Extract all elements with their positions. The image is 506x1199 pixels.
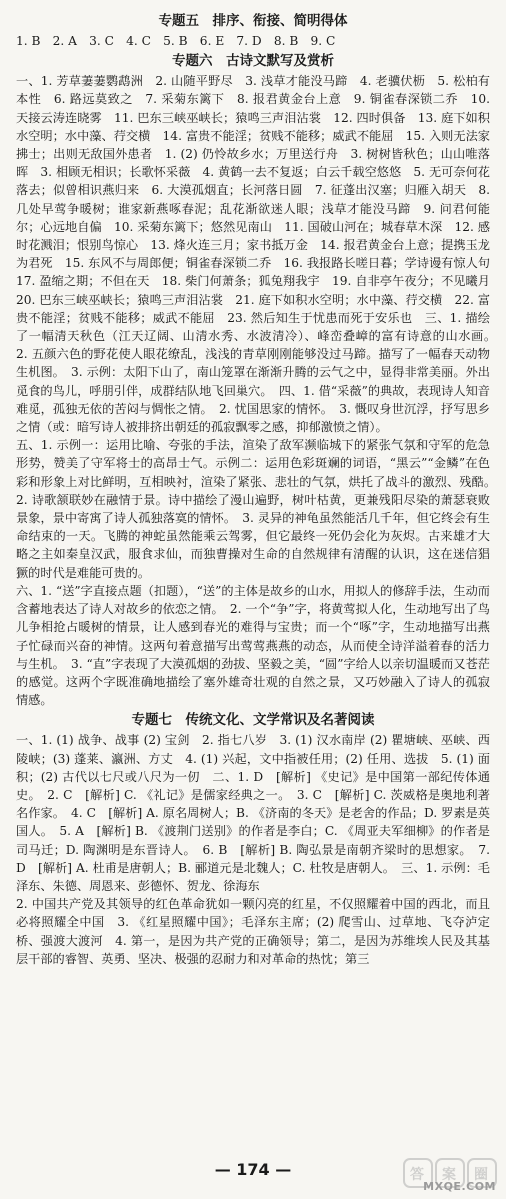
section-5-answers: 1. B 2. A 3. C 4. C 5. B 6. E 7. D 8. B 9. C xyxy=(16,34,336,48)
section-6-paragraph-3: 六、1. “送”字直接点题（扣题），“送”的主体是故乡的山水，用拟人的修辞手法，生动而含蓄地表达了诗人对故乡的依恋之情。 2. 一个“争”字，将黄莺拟人化，生动地写出了鸟儿争相抢占暖树的情景，让人感到春光的难得与宝贵；而一个“啄”字，生动地描写出燕子忙碌而兴奋的神情。这两句着意描写出莺莺燕燕的动态，从而使全诗洋溢着春的活力与生机。 3. “直”字表现了大漠孤烟的劲拔、坚毅之美，“圆”字给人以亲切温暖而又苍茫的感觉。这两个字既准确地描绘了塞外雄奇壮观的自然之景，又巧妙融入了诗人的孤寂情感。 xyxy=(16,583,490,708)
svg-text:圈: 圈 xyxy=(474,1167,488,1183)
section-6-paragraph-2: 五、1. 示例一：运用比喻、夸张的手法，渲染了敌军濒临城下的紧张气氛和守军的危急形势，赞美了守军将士的高昂士气。示例二：运用色彩斑斓的词语，“黑云”“金鳞”在色彩和形象上对比鲜明，互相映衬，渲染了紧张、悲壮的气氛，烘托了战斗的激烈、残酷。 2. 诗歌颔联妙在融情于景。诗中描绘了漫山遍野，树叶枯黄，更兼残阳尽染的萧瑟衰败景象，景中寄寓了诗人孤独落寞的情怀。 3. 灵异的神龟虽然能活几千年，但它终会有生命结束的一天。飞腾的神蛇虽然能乘云驾雾，但它最终一死仍会化为灰烬。古来雄才大略之主如秦皇汉武，服食求仙，而独曹操对生命的自然规律有清醒的认识，这在迷信猖獗的时代是难能可贵的。 xyxy=(16,438,503,580)
watermark-text: MXQE.COM xyxy=(423,1180,496,1193)
section-7-paragraph-1: 一、1. (1) 战争、战事 (2) 宝剑 2. 指七八岁 3. (1) 汉水南岸 (2) 瞿塘峡、巫峡、西陵峡；(3) 蓬莱、瀛洲、方丈 4. (1) 兴起，文中指被任用；(2) 任用、选拔 5. (1) 面积；(2) 古代以七尺或八尺为一仞 二、1. D [解析] 《史记》是中国第一部纪传体通史。 2. C [解析] C. 《礼记》是儒家经典之一。 3. C [解析] C. 茨威格是奥地利著名作家。 4. C [解析] A. 原名周树人；B. 《济南的冬天》是老舍的作品；D. 罗素是英国人。 5. A [解析] B. 《渡荆门送别》的作者是李白；C. 《周亚夫军细柳》的作者是司马迁；D. 陶渊明是东晋诗人。 6. B [解析] B. 陶弘景是南朝齐梁时的思想家。 7. D [解析] A. 杜甫是唐朝人；B. 郦道元是北魏人；C. 杜牧是唐朝人。 三、1. 示例：毛泽东、朱德、周恩来、彭德怀、贺龙、徐海东 xyxy=(16,733,490,893)
section-6-paragraph-1: 一、1. 芳草萋萋鹦鹉洲 2. 山随平野尽 3. 浅草才能没马蹄 4. 老骥伏枥 5. 松柏有本性 6. 路远莫致之 7. 采菊东篱下 8. 报君黄金台上意 9. 铜雀春深锁二乔 10. 天接云涛连晓雾 11. 巴东三峡巫峡长；猿鸣三声泪沾裳 12. 四时俱备 13. 庭下如积水空明；水中藻、荇交横 14. 富贵不能淫；贫贱不能移；威武不能屈 15. 入则无法家拂士；出则无敌国外患者 1. (2) 仍怜故乡水；万里送行舟 3. 树树皆秋色；山山唯落晖 3. 相顾无相识；长歌怀采薇 4. 黄鹤一去不复返；白云千载空悠悠 5. 无可奈何花落去；似曾相识燕归来 6. 大漠孤烟直；长河落日圆 7. 征蓬出汉塞；归雁入胡天 8. 几处早莺争暖树；谁家新燕啄春泥；乱花渐欲迷人眼；浅草才能没马蹄 9. 问君何能尔；心远地自偏 10. 采菊东篱下；悠然见南山 11. 国破山河在；城春草木深 12. 感时花溅泪；恨别鸟惊心 13. 烽火连三月；家书抵万金 14. 报君黄金台上意；提携玉龙为君死 15. 东风不与周郎便；铜雀春深锁二乔 16. 我报路长嗟日暮；学诗谩有惊人句 17. 盈缩之期；不但在天 18. 柴门何萧条；狐兔翔我宇 19. 自非亭午夜分；不见曦月 20. 巴东三峡巫峡长；猿鸣三声泪沾裳 21. 庭下如积水空明；水中藻、荇交横 22. 富贵不能淫；贫贱不能移；威武不能屈 23. 然后知生于忧患而死于安乐也 三、1. 描绘了一幅清天秋色（江天辽阔、山清水秀、水波清冷）、峰峦叠嶂的富有诗意的山水画。 2. 五颜六色的野花使人眼花缭乱，浅浅的青草刚刚能够没过马蹄。描写了一幅春天动物生机图。 3. 示例：太阳下山了，南山笼罩在渐渐升腾的云气之中，显得非常美丽。外出觅食的鸟儿，呼朋引伴，成群结队地飞回巢穴。 四、1. 借“采薇”的典故，表现诗人知音难觅，孤独无依的苦闷与惆怅之情。 2. 忧国思家的情怀。 3. 慨叹身世沉浮，抒写思乡之情（或：暗写诗人被排挤出朝廷的孤寂飘零之感，抑郁激愤之情）。 xyxy=(16,74,503,435)
section-7-paragraph-2: 2. 中国共产党及其领导的红色革命犹如一颗闪亮的红星，不仅照耀着中国的西北，而且必将照耀全中国 3. 《红星照耀中国》；毛泽东主席；(2) 爬雪山、过草地、飞夺泸定桥、强渡大渡河 4. 第一，是因为共产党的正确领导；第二，是因为苏维埃人民及其基层干部的睿智、英勇、坚决、极强的忍耐力和对革命的热忱；第三 xyxy=(16,897,490,966)
svg-text:答: 答 xyxy=(410,1167,424,1183)
section-7-heading: 专题七 传统文化、文学常识及名著阅读 xyxy=(131,712,375,729)
section-6-heading: 专题六 古诗文默写及赏析 xyxy=(172,53,334,70)
section-5-heading: 专题五 排序、衔接、简明得体 xyxy=(158,13,348,29)
svg-text:案: 案 xyxy=(442,1167,456,1183)
page-number: — 174 — xyxy=(214,1160,292,1179)
